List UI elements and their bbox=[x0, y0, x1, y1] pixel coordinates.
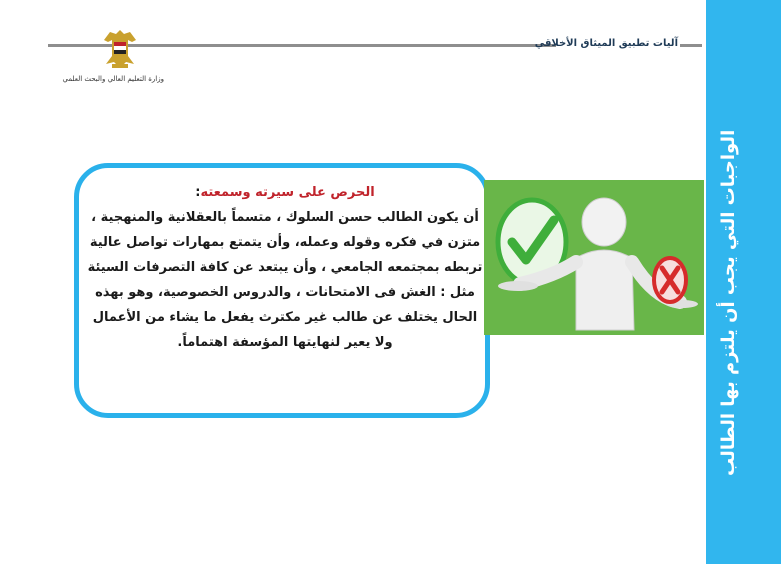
header-line-end bbox=[680, 44, 702, 47]
content-heading-suffix: : bbox=[195, 185, 201, 200]
eagle-emblem-icon bbox=[100, 26, 140, 72]
x-mark-icon bbox=[654, 258, 686, 302]
content-body: أن يكون الطالب حسن السلوك ، متسماً بالعقلانية والمنهجية ، متزن في فكره وقوله وعمله، وأن يتمتع بمهارات تواصل عالية تربطه بمجتمعه الجامعي ، وأن يبتعد عن كافة التصرفات السيئة مثل : الغش فى الامتحانات ، والدروس الخصوصية، وهو بهذه الحال يختلف عن طالب غير مكترث يفعل ما يشاء من الأعمال ولا يعير لنهايتها المؤسفة اهتماماً. bbox=[87, 210, 483, 350]
content-text bbox=[84, 180, 486, 355]
illustration bbox=[484, 180, 704, 335]
ministry-name: وزارة التعليم العالي والبحث العلمي bbox=[62, 75, 164, 83]
header-title: آليات تطبيق الميثاق الأخلاقي bbox=[534, 38, 678, 49]
sidebar-title: الواجبات التي يجب أن يلتزم بها الطالب bbox=[718, 130, 739, 477]
content-heading: الحرص على سيرته وسمعته bbox=[200, 185, 375, 200]
person-figure-icon bbox=[484, 180, 704, 335]
